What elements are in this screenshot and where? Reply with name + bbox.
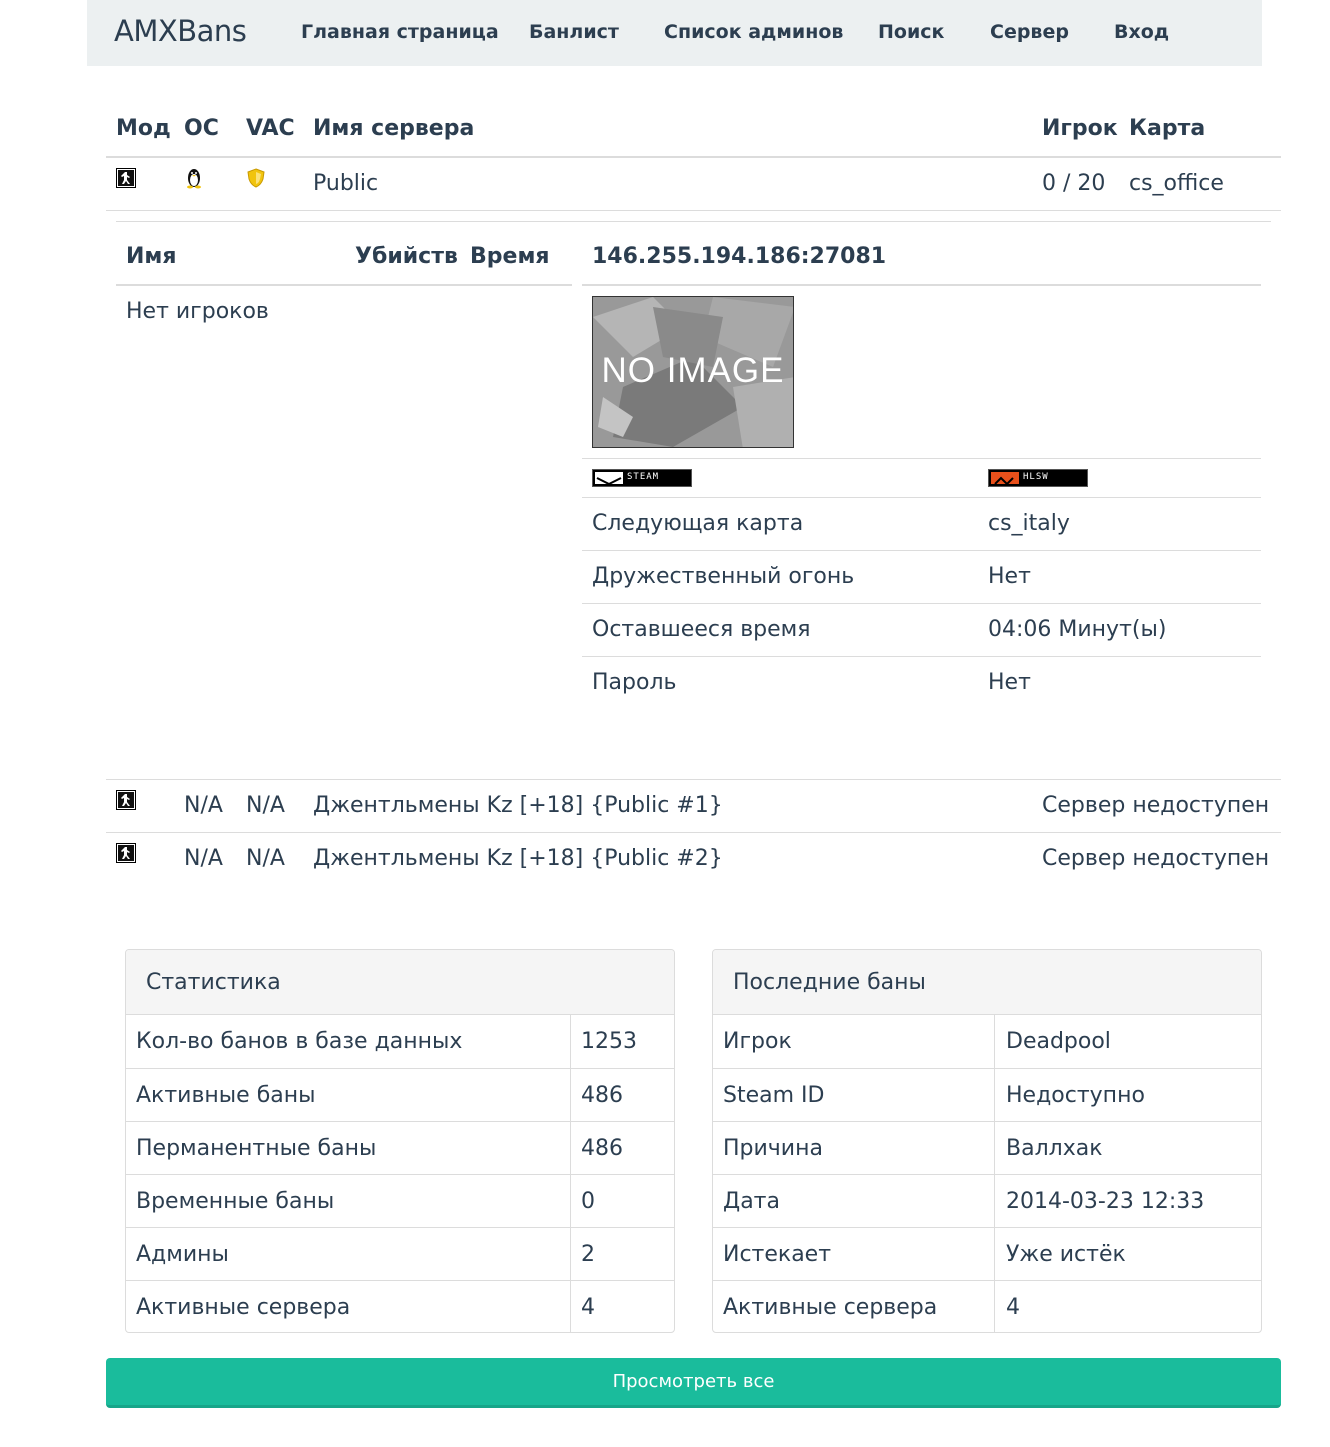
col-vac-header: VAC	[246, 116, 295, 141]
stats-row	[126, 1015, 674, 1068]
stats-value: 4	[581, 1295, 595, 1320]
server-vac: N/A	[246, 793, 285, 818]
players-time-header: Время	[470, 244, 550, 269]
map-preview-image	[592, 296, 794, 448]
stats-row	[126, 1280, 674, 1333]
server-status: Сервер недоступен	[1042, 846, 1270, 871]
stats-value: 0	[581, 1189, 595, 1214]
ban-value: 4	[1006, 1295, 1020, 1320]
stats-row	[126, 1121, 674, 1174]
ban-label: Игрок	[723, 1029, 792, 1054]
view-all-button[interactable]: Просмотреть все	[106, 1358, 1281, 1408]
counter-strike-icon	[116, 790, 136, 810]
nav-admin-list[interactable]: Список админов	[664, 21, 844, 43]
server-status: Сервер недоступен	[1042, 793, 1270, 818]
players-name-header: Имя	[126, 244, 177, 269]
stats-value: 2	[581, 1242, 595, 1267]
nav-home[interactable]: Главная страница	[301, 21, 499, 43]
info-label-time-left: Оставшееся время	[592, 617, 811, 642]
players-kills-header: Убийств	[355, 244, 458, 269]
stats-value: 486	[581, 1136, 623, 1161]
stats-label: Активные сервера	[136, 1295, 351, 1320]
stats-row	[126, 1174, 674, 1227]
brand-logo[interactable]: AMXBans	[114, 14, 247, 48]
stats-label: Перманентные баны	[136, 1136, 377, 1161]
stats-label: Кол-во банов в базе данных	[136, 1029, 463, 1054]
stats-panel-title: Статистика	[146, 970, 281, 995]
stats-value: 1253	[581, 1029, 637, 1054]
ban-label: Причина	[723, 1136, 823, 1161]
info-label-next-map: Следующая карта	[592, 511, 804, 536]
nav-search[interactable]: Поиск	[878, 21, 945, 43]
stats-row	[126, 1227, 674, 1280]
info-label-friendly-fire: Дружественный огонь	[592, 564, 855, 589]
column-divider	[570, 1015, 571, 1332]
ban-row	[713, 1280, 1261, 1333]
ban-row	[713, 1068, 1261, 1121]
stats-panel-header	[126, 950, 674, 1015]
server-players: 0 / 20	[1042, 171, 1106, 196]
nav-server[interactable]: Сервер	[990, 21, 1069, 43]
row-divider	[582, 497, 1261, 498]
players-header-divider	[116, 284, 572, 286]
row-divider	[582, 603, 1261, 604]
info-value-next-map: cs_italy	[988, 511, 1070, 536]
row-divider	[106, 210, 1281, 211]
ban-row	[713, 1015, 1261, 1068]
last-bans-panel	[712, 949, 1262, 1333]
stats-label: Активные баны	[136, 1083, 316, 1108]
column-divider	[994, 1015, 995, 1332]
steam-logo-icon	[595, 472, 623, 484]
hlsw-logo-icon	[991, 472, 1019, 484]
ban-row	[713, 1227, 1261, 1280]
server-address[interactable]: 146.255.194.186:27081	[592, 244, 887, 269]
steam-connect-button[interactable]	[592, 469, 692, 487]
col-players-header: Игрок	[1042, 116, 1118, 141]
counter-strike-icon	[116, 168, 136, 188]
ban-label: Steam ID	[723, 1083, 825, 1108]
nav-login[interactable]: Вход	[1114, 21, 1170, 43]
info-value-password: Нет	[988, 670, 1031, 695]
col-map-header: Карта	[1129, 116, 1206, 141]
stats-row	[126, 1068, 674, 1121]
server-map: cs_office	[1129, 171, 1224, 196]
col-os-header: ОС	[184, 116, 219, 141]
linux-penguin-icon	[184, 167, 204, 187]
info-label-password: Пароль	[592, 670, 677, 695]
ban-value: Валлхак	[1006, 1136, 1103, 1161]
server-os: N/A	[184, 793, 223, 818]
stats-value: 486	[581, 1083, 623, 1108]
stats-panel	[125, 949, 675, 1333]
no-players-text: Нет игроков	[126, 299, 269, 324]
row-divider	[106, 779, 1281, 780]
last-bans-panel-header	[713, 950, 1261, 1015]
row-divider	[116, 221, 1271, 222]
info-header-divider	[582, 284, 1261, 286]
vac-shield-icon	[246, 168, 266, 188]
info-value-time-left: 04:06 Минут(ы)	[988, 617, 1167, 642]
ban-row	[713, 1121, 1261, 1174]
server-name[interactable]: Джентльмены Kz [+18] {Public #2}	[313, 846, 723, 871]
stats-label: Админы	[136, 1242, 229, 1267]
ban-value: 2014-03-23 12:33	[1006, 1189, 1205, 1214]
col-server-name-header: Имя сервера	[313, 116, 475, 141]
steam-badge-label: STEAM	[627, 472, 660, 482]
col-mod-header: Мод	[116, 116, 171, 141]
ban-value[interactable]: Deadpool	[1006, 1029, 1111, 1054]
server-name[interactable]: Public	[313, 171, 379, 196]
server-vac: N/A	[246, 846, 285, 871]
hlsw-badge-label: HLSW	[1023, 472, 1049, 482]
server-name[interactable]: Джентльмены Kz [+18] {Public #1}	[313, 793, 723, 818]
server-os: N/A	[184, 846, 223, 871]
ban-label: Дата	[723, 1189, 780, 1214]
row-divider	[582, 656, 1261, 657]
ban-row	[713, 1174, 1261, 1227]
ban-value: Недоступно	[1006, 1083, 1145, 1108]
nav-banlist[interactable]: Банлист	[529, 21, 619, 43]
ban-label: Истекает	[723, 1242, 832, 1267]
row-divider	[582, 458, 1261, 459]
ban-value: Уже истёк	[1006, 1242, 1126, 1267]
counter-strike-icon	[116, 843, 136, 863]
last-bans-panel-title: Последние баны	[733, 970, 926, 995]
row-divider	[582, 550, 1261, 551]
navbar	[87, 0, 1262, 66]
table-header-divider	[106, 156, 1281, 158]
info-value-friendly-fire: Нет	[988, 564, 1031, 589]
stats-label: Временные баны	[136, 1189, 335, 1214]
hlsw-connect-button[interactable]	[988, 469, 1088, 487]
no-image-text: NO IMAGE	[601, 351, 785, 390]
row-divider	[106, 832, 1281, 833]
ban-label: Активные сервера	[723, 1295, 938, 1320]
